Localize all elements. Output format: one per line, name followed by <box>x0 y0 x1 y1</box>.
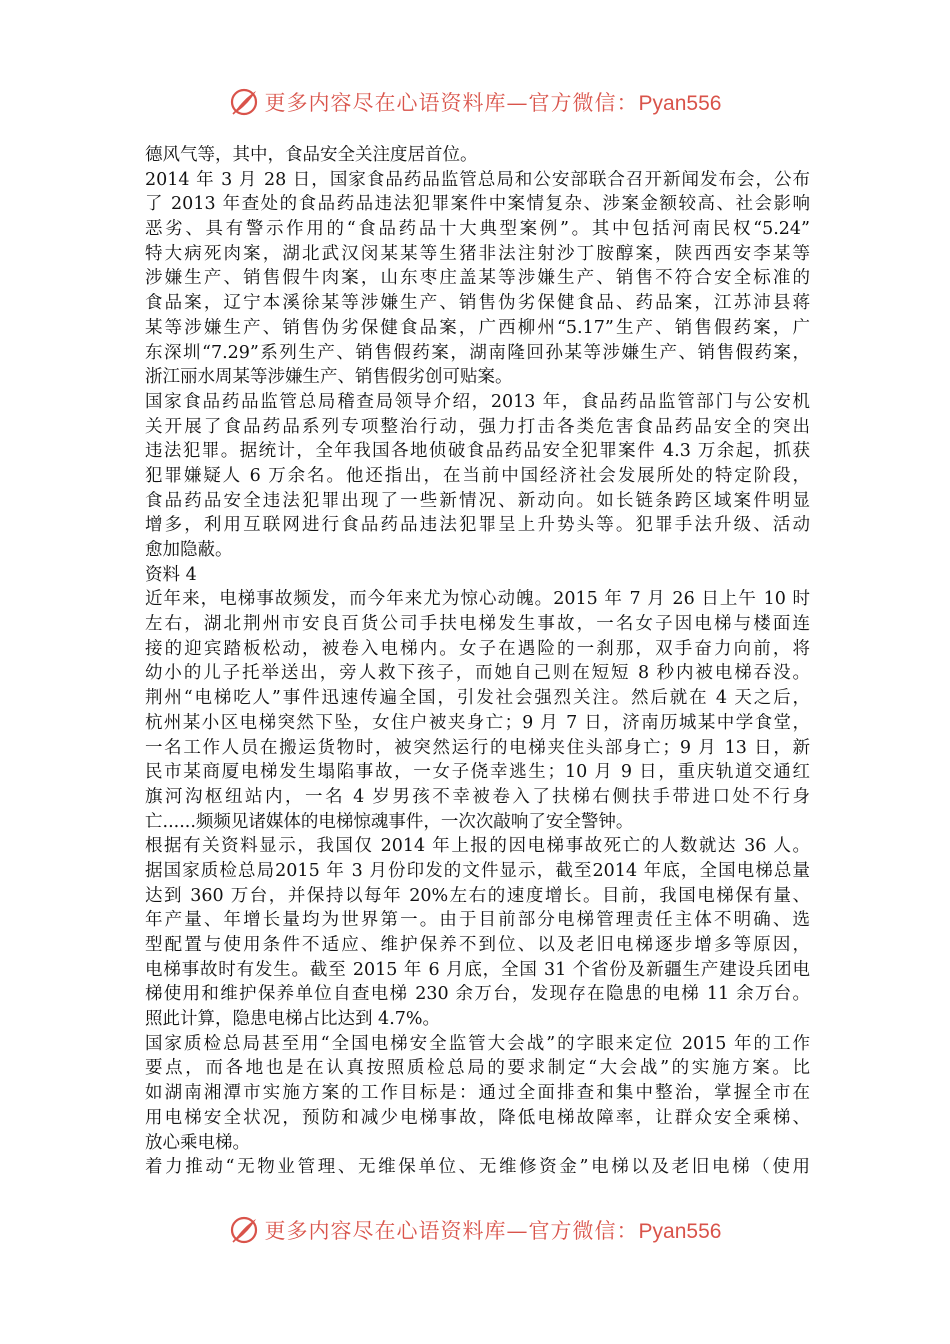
text-line: 亡......频频见诸媒体的电梯惊魂事件，一次次敲响了安全警钟。 <box>145 811 634 832</box>
text-line: 荆州“电梯吃人”事件迅速传遍全国，引发社会强烈关注。然后就在 4 天之后， <box>145 688 810 709</box>
text-line: 违法犯罪。据统计，全年我国各地侦破食品药品安全犯罪案件 4.3 万余起，抓获 <box>145 441 810 462</box>
text-line: 涉嫌生产、销售假牛肉案，山东枣庄盖某等涉嫌生产、销售不符合安全标准的 <box>145 268 810 289</box>
text-line: 某等涉嫌生产、销售伪劣保健食品案，广西柳州“5.17”生产、销售假药案，广 <box>145 317 810 338</box>
text-line: 年产量、年增长量均为世界第一。由于目前部分电梯管理责任主体不明确、选 <box>145 910 810 931</box>
text-line: 照此计算，隐患电梯占比达到 4.7%。 <box>145 1009 441 1030</box>
text-line: 特大病死肉案，湖北武汉闵某某等生猪非法注射沙丁胺醇案，陕西西安李某等 <box>145 243 810 264</box>
banner-main-text: 更多内容尽在心语资料库—官方微信： <box>264 1219 639 1243</box>
text-line: 浙江丽水周某等涉嫌生产、销售假劣创可贴案。 <box>145 367 513 388</box>
text-line: 恶劣、具有警示作用的“食品药品十大典型案例”。其中包括河南民权“5.24” <box>145 219 810 240</box>
text-line: 电梯事故时有发生。截至 2015 年 6 月底，全国 31 个省份及新疆生产建设兵团电 <box>145 959 810 980</box>
banner-wechat-id: Pyan556 <box>638 1220 722 1243</box>
text-line: 国家食品药品监管总局稽查局领导介绍，2013 年，食品药品监管部门与公安机 <box>145 391 810 412</box>
text-line: 左右，湖北荆州市安良百货公司手扶电梯发生事故，一名女子因电梯与楼面连 <box>145 614 810 635</box>
text-line: 着力推动“无物业管理、无维保单位、无维修资金”电梯以及老旧电梯（使用 <box>145 1157 810 1178</box>
text-line: 近年来，电梯事故频发，而今年来尤为惊心动魄。2015 年 7 月 26 日上午 10 时 <box>145 589 810 610</box>
text-line: 东深圳“7.29”系列生产、销售假药案，湖南隆回孙某等涉嫌生产、销售假药案， <box>145 342 810 363</box>
banner-text <box>265 1215 722 1245</box>
text-line: 如湖南湘潭市实施方案的工作目标是：通过全面排查和集中整治，掌握全市在 <box>145 1083 810 1104</box>
text-line: 关开展了食品药品系列专项整治行动，强力打击各类危害食品药品安全的突出 <box>145 416 810 437</box>
text-line: 2014 年 3 月 28 日，国家食品药品监管总局和公安部联合召开新闻发布会，公布 <box>145 169 810 190</box>
text-line: 一名工作人员在搬运货物时，被突然运行的电梯夹住头部身亡；9 月 13 日，新 <box>145 737 810 758</box>
text-line: 杭州某小区电梯突然下坠，女住户被夹身亡；9 月 7 日，济南历城某中学食堂， <box>145 712 810 733</box>
text-line: 旗河沟枢纽站内，一名 4 岁男孩不幸被卷入了扶梯右侧扶手带进口处不行身 <box>145 786 810 807</box>
text-line: 了 2013 年查处的食品药品违法犯罪案件中案情复杂、涉案金额较高、社会影响 <box>145 194 810 215</box>
text-line: 资料 4 <box>145 564 197 585</box>
footer-banner <box>0 1210 950 1250</box>
text-line: 型配置与使用条件不适应、维护保养不到位、以及老旧电梯逐步增多等原因， <box>145 935 810 955</box>
text-line: 愈加隐蔽。 <box>145 540 233 560</box>
text-line: 食品案，辽宁本溪徐某等涉嫌生产、销售伪劣保健食品、药品案，江苏沛县蒋 <box>145 293 810 314</box>
banner-main-text: 更多内容尽在心语资料库—官方微信： <box>264 91 639 115</box>
text-line: 接的迎宾踏板松动，被卷入电梯内。女子在遇险的一刹那，双手奋力向前，将 <box>145 638 810 659</box>
document-body <box>145 143 810 1180</box>
text-line: 幼小的儿子托举送出，旁人救下孩子，而她自己则在短短 8 秒内被电梯吞没。 <box>145 663 810 684</box>
banner-wechat-id: Pyan556 <box>638 92 722 115</box>
text-line: 德风气等，其中，食品安全关注度居首位。 <box>145 145 478 165</box>
quill-pen-logo-icon <box>229 87 259 117</box>
banner-text <box>265 87 722 117</box>
header-banner <box>0 82 950 122</box>
text-line: 犯罪嫌疑人 6 万余名。他还指出，在当前中国经济社会发展所处的特定阶段， <box>145 465 810 486</box>
text-line: 要点，而各地也是在认真按照质检总局的要求制定“大会战”的实施方案。比 <box>145 1058 810 1079</box>
text-line: 达到 360 万台，并保持以每年 20%左右的速度增长。目前，我国电梯保有量、 <box>145 885 810 906</box>
text-line: 据国家质检总局2015 年 3 月份印发的文件显示，截至2014 年底，全国电梯总量 <box>145 860 810 881</box>
text-line: 根据有关资料显示，我国仅 2014 年上报的因电梯事故死亡的人数就达 36 人。 <box>145 836 810 857</box>
text-line: 增多，利用互联网进行食品药品违法犯罪呈上升势头等。犯罪手法升级、活动 <box>145 515 810 536</box>
text-line: 国家质检总局甚至用“全国电梯安全监管大会战”的字眼来定位 2015 年的工作 <box>145 1033 810 1054</box>
text-line: 食品药品安全违法犯罪出现了一些新情况、新动向。如长链条跨区域案件明显 <box>145 490 810 511</box>
text-line: 民市某商厦电梯发生塌陷事故，一女子侥幸逃生；10 月 9 日，重庆轨道交通红 <box>145 762 810 783</box>
text-line: 用电梯安全状况，预防和减少电梯事故，降低电梯故障率，让群众安全乘梯、 <box>145 1107 810 1128</box>
text-line: 放心乘电梯。 <box>145 1132 250 1153</box>
text-line: 梯使用和维护保养单位自查电梯 230 余万台，发现存在隐患的电梯 11 余万台。 <box>145 984 810 1005</box>
quill-pen-logo-icon <box>229 1215 259 1245</box>
